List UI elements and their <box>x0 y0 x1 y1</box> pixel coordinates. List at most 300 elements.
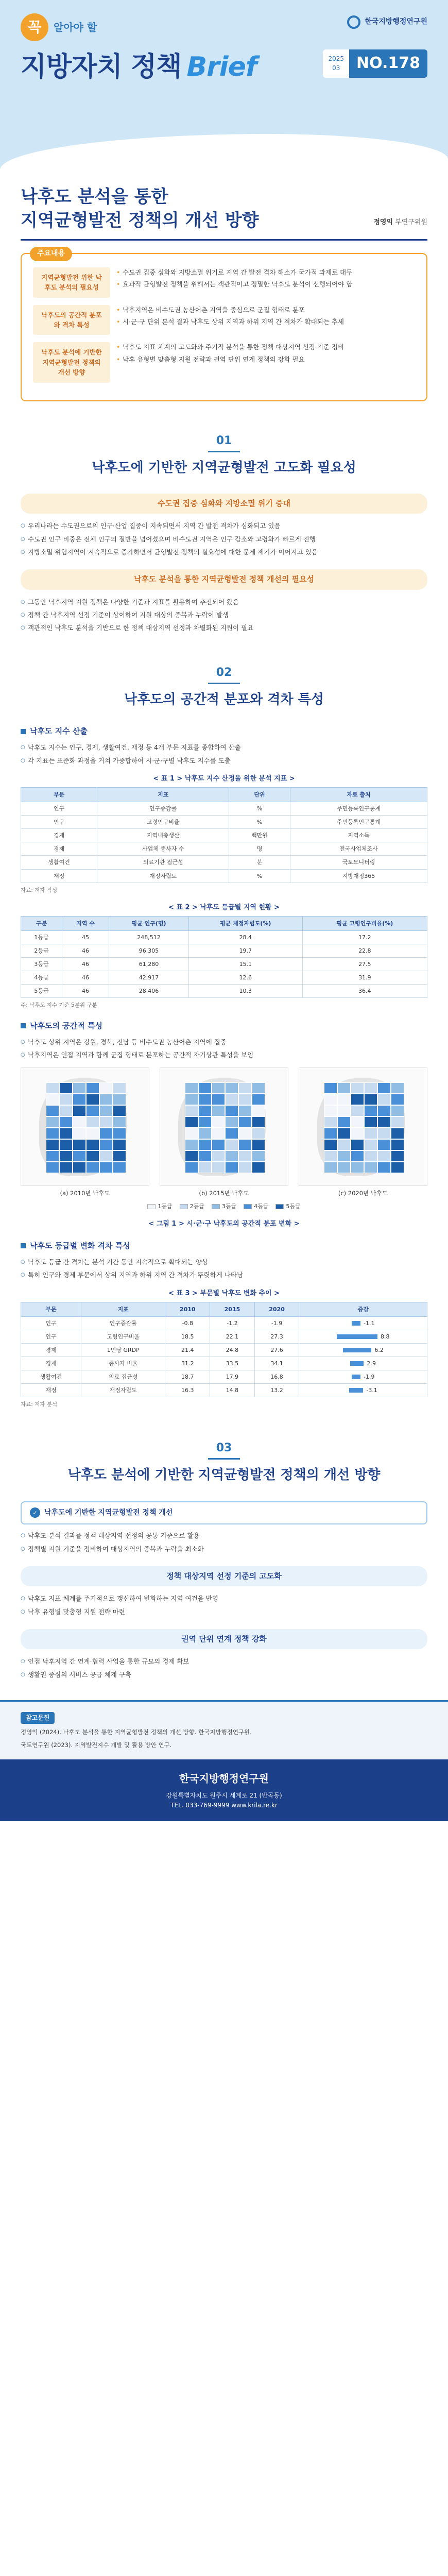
section-2-subhead-1: 낙후도 지수 산출 <box>21 725 427 737</box>
table-cell: 고령인구비율 <box>97 816 229 829</box>
list-item: ○ 각 지표는 표준화 과정을 거쳐 가중합하여 시·군·구별 낙후도 지수를 도출 <box>21 756 427 766</box>
table-cell: 생활여건 <box>21 856 97 869</box>
issue-badge: 2025 03 NO.178 <box>323 49 427 78</box>
table-cell: 27.3 <box>254 1330 299 1343</box>
section-2-header: 02 낙후도의 공간적 분포와 격차 특성 <box>21 664 427 710</box>
map-region <box>46 1162 59 1173</box>
summary-items <box>116 342 415 382</box>
map-region <box>198 1162 212 1173</box>
list-item: ○ 낙후도 지수는 인구, 경제, 생활여건, 재정 등 4개 부문 지표를 종합하여 산출 <box>21 742 427 752</box>
list-item: ○ 우리나라는 수도권으로의 인구·산업 집중이 지속되면서 지역 간 발전 격차가 심화되고 있음 <box>21 521 427 531</box>
table-header-cell: 평균 인구(명) <box>109 916 189 930</box>
check-icon: ✓ <box>30 1507 40 1518</box>
map-region <box>351 1116 364 1128</box>
map-region <box>59 1094 73 1105</box>
table-row <box>21 869 427 883</box>
table-cell: 4등급 <box>21 971 62 985</box>
table-cell: 인구 <box>21 1316 81 1330</box>
map-region <box>377 1105 391 1116</box>
table-cell: 종사자 비율 <box>81 1357 165 1370</box>
table-cell: 경제 <box>21 829 97 842</box>
section-2-subhead-2: 낙후도의 공간적 특성 <box>21 1020 427 1032</box>
table-cell: 17.2 <box>302 931 427 944</box>
table-cell: 주민등록인구통계 <box>290 816 427 829</box>
map-region <box>238 1116 252 1128</box>
legend-item <box>275 1202 300 1211</box>
table-row <box>21 1370 427 1383</box>
legend-item <box>212 1202 236 1211</box>
summary-key: 낙후도 분석에 기반한 지역균형발전 정책의 개선 방향 <box>33 342 110 382</box>
map-region <box>99 1162 113 1173</box>
map-region <box>377 1094 391 1105</box>
map-region <box>377 1128 391 1139</box>
series-logo-icon: 꼭 <box>21 13 48 41</box>
map-region <box>337 1094 351 1105</box>
section-3-list-3 <box>21 1656 427 1680</box>
map-region <box>391 1094 404 1105</box>
legend-swatch <box>244 1204 252 1209</box>
header-wave <box>0 134 448 170</box>
table-cell: 24.8 <box>210 1343 255 1357</box>
map-region <box>337 1139 351 1150</box>
map-region <box>337 1150 351 1162</box>
map-region <box>351 1150 364 1162</box>
map-region <box>364 1116 377 1128</box>
map-region <box>364 1139 377 1150</box>
table-cell: 경제 <box>21 1357 81 1370</box>
table-cell <box>299 1330 427 1343</box>
legend-item <box>147 1202 172 1211</box>
map-region <box>252 1150 265 1162</box>
map-region <box>99 1105 113 1116</box>
table-cell: 인구증감률 <box>81 1316 165 1330</box>
change-bar <box>349 1388 364 1393</box>
figure-1-caption: < 그림 1 > 시·군·구 낙후도의 공간적 분포 변화 > <box>148 1220 300 1228</box>
section-1-pill-1: 수도권 집중 심화와 지방소멸 위기 증대 <box>21 494 427 514</box>
map-region <box>185 1094 198 1105</box>
table-cell: 28.4 <box>188 931 302 944</box>
table-row <box>21 856 427 869</box>
map-region <box>185 1162 198 1173</box>
table-cell: 재정 <box>21 869 97 883</box>
change-value: 8.8 <box>381 1333 390 1340</box>
map-region <box>391 1105 404 1116</box>
map-region <box>391 1150 404 1162</box>
table-cell: 15.1 <box>188 958 302 971</box>
map-region <box>364 1150 377 1162</box>
table-cell: 18.5 <box>165 1330 210 1343</box>
table-cell: 인구증감률 <box>97 802 229 816</box>
map-region <box>238 1162 252 1173</box>
table-cell: 96,305 <box>109 944 189 958</box>
change-value: 6.2 <box>374 1346 384 1353</box>
map-region <box>391 1139 404 1150</box>
map-region <box>337 1105 351 1116</box>
table-row <box>21 1343 427 1357</box>
map-region <box>391 1082 404 1094</box>
table-cell: 지방재정365 <box>290 869 427 883</box>
header-kicker: 알아야 할 <box>54 21 97 33</box>
map-region <box>59 1150 73 1162</box>
list-item: ○ 정책별 지원 기준을 정비하여 대상지역의 중복과 누락을 최소화 <box>21 1544 427 1554</box>
map-region <box>377 1082 391 1094</box>
change-bar <box>352 1321 360 1326</box>
map-region <box>225 1150 238 1162</box>
table-row <box>21 1383 427 1397</box>
table-cell: 재정자립도 <box>97 869 229 883</box>
table-3-caption: < 표 3 > 부문별 낙후도 변화 추이 > <box>168 1289 280 1297</box>
section-2-list-2 <box>21 1037 427 1060</box>
author-line: 정영익 부연구위원 <box>373 218 427 226</box>
section-3-box-1: ✓ 낙후도에 기반한 지역균형발전 정책 개선 <box>21 1501 427 1525</box>
map-region <box>113 1139 126 1150</box>
map-region <box>212 1105 225 1116</box>
table-cell <box>299 1343 427 1357</box>
table-row <box>21 816 427 829</box>
table-cell: -1.9 <box>254 1316 299 1330</box>
table-header-cell: 부문 <box>21 1302 81 1316</box>
table-header-row <box>21 1302 427 1316</box>
header-kicker-group <box>21 13 97 41</box>
map-region <box>59 1128 73 1139</box>
list-item: ○ 지방소멸 위험지역이 지속적으로 증가하면서 균형발전 정책의 실효성에 대한 문제 제기가 이어지고 있음 <box>21 547 427 557</box>
map-region <box>252 1105 265 1116</box>
summary-item: • 낙후 유형별 맞춤형 지원 전략과 권역 단위 연계 정책의 강화 필요 <box>116 354 415 364</box>
section-2-list-3 <box>21 1257 427 1280</box>
section-1-pill-2: 낙후도 분석을 통한 지역균형발전 정책 개선의 필요성 <box>21 569 427 589</box>
table-cell: 46 <box>62 944 109 958</box>
map-region <box>377 1139 391 1150</box>
list-item: ○ 생활권 중심의 서비스 공급 체계 구축 <box>21 1670 427 1680</box>
table-header-cell: 지표 <box>81 1302 165 1316</box>
table-cell: 45 <box>62 931 109 944</box>
table-row <box>21 931 427 944</box>
section-3-pill-1: 정책 대상지역 선정 기준의 고도화 <box>21 1566 427 1586</box>
change-value: 2.9 <box>367 1360 376 1367</box>
map-region <box>46 1150 59 1162</box>
summary-key: 낙후도의 공간적 분포와 격차 특성 <box>33 305 110 335</box>
table-cell <box>299 1357 427 1370</box>
table-cell: 3등급 <box>21 958 62 971</box>
legend-label: 3등급 <box>221 1203 237 1210</box>
map-region <box>185 1116 198 1128</box>
map-region <box>99 1128 113 1139</box>
table-cell: 백만원 <box>229 829 290 842</box>
table-cell: 28,406 <box>109 985 189 998</box>
map-region <box>377 1162 391 1173</box>
list-item: ○ 객관적인 낙후도 분석을 기반으로 한 정책 대상지역 선정과 차별화된 지원이 필요 <box>21 623 427 633</box>
map-region <box>238 1128 252 1139</box>
institution-logo[interactable]: 한국지방행정연구원 <box>347 15 427 29</box>
table-1-caption: < 표 1 > 낙후도 지수 산정을 위한 분석 지표 > <box>153 775 295 783</box>
table-cell: 인구 <box>21 802 97 816</box>
map-region <box>252 1094 265 1105</box>
map-region <box>185 1082 198 1094</box>
table-header-cell: 2015 <box>210 1302 255 1316</box>
table-2-caption: < 표 2 > 낙후도 등급별 지역 현황 > <box>168 903 280 911</box>
table-cell: % <box>229 816 290 829</box>
map-region <box>351 1128 364 1139</box>
table-header-cell: 지표 <box>97 788 229 802</box>
map-region <box>324 1105 337 1116</box>
map-region <box>351 1139 364 1150</box>
list-item: ○ 수도권 인구 비중은 전체 인구의 절반을 넘어섰으며 비수도권 지역은 인구 감소와 고령화가 빠르게 진행 <box>21 534 427 544</box>
map-region <box>391 1116 404 1128</box>
map-region <box>238 1094 252 1105</box>
table-cell: 주민등록인구통계 <box>290 802 427 816</box>
map-region <box>73 1105 86 1116</box>
map-region <box>225 1082 238 1094</box>
map-region <box>86 1162 99 1173</box>
map-region <box>324 1162 337 1173</box>
map-region <box>73 1116 86 1128</box>
map-region <box>59 1105 73 1116</box>
map-region <box>364 1128 377 1139</box>
map-region <box>86 1094 99 1105</box>
section-1-header: 01 낙후도에 기반한 지역균형발전 고도화 필요성 <box>21 432 427 478</box>
map-region <box>324 1139 337 1150</box>
institution-mark-icon <box>347 15 360 29</box>
legend-item <box>180 1202 204 1211</box>
table-cell: 36.4 <box>302 985 427 998</box>
list-item: ○ 낙후도 분석 결과를 정책 대상지역 선정의 공통 기준으로 활용 <box>21 1531 427 1540</box>
map-panel: (c) 2020년 낙후도 <box>299 1067 427 1198</box>
table-header-row <box>21 916 427 930</box>
table-cell: 경제 <box>21 842 97 856</box>
map-region <box>86 1128 99 1139</box>
map-region <box>198 1128 212 1139</box>
map-region <box>59 1162 73 1173</box>
map-figure <box>21 1067 427 1198</box>
map-region <box>86 1082 99 1094</box>
map-region <box>337 1082 351 1094</box>
summary-item: • 수도권 집중 심화와 지방소멸 위기로 지역 간 발전 격차 해소가 국가적 과제로 대두 <box>116 267 415 277</box>
table-cell: 지역소득 <box>290 829 427 842</box>
map-region <box>185 1139 198 1150</box>
map-region <box>46 1094 59 1105</box>
list-item: ○ 낙후 유형별 맞춤형 지원 전략 마련 <box>21 1607 427 1617</box>
map-region <box>252 1139 265 1150</box>
map-region <box>225 1162 238 1173</box>
map-region <box>86 1105 99 1116</box>
table-cell: 248,512 <box>109 931 189 944</box>
list-item: ○ 낙후도 지표 체계를 주기적으로 갱신하여 변화하는 지역 여건을 반영 <box>21 1594 427 1603</box>
legend-swatch <box>180 1204 188 1209</box>
map-region <box>225 1116 238 1128</box>
publication-title: 지방자치 정책 Brief <box>21 52 257 82</box>
table-cell: 2등급 <box>21 944 62 958</box>
table-cell: 명 <box>229 842 290 856</box>
summary-item: • 효과적 균형발전 정책을 위해서는 객관적이고 정밀한 낙후도 분석이 선행되어야 함 <box>116 279 415 289</box>
map-region <box>46 1128 59 1139</box>
table-header-cell: 증감 <box>299 1302 427 1316</box>
table-header-cell: 평균 고령인구비율(%) <box>302 916 427 930</box>
table-cell: 22.1 <box>210 1330 255 1343</box>
table-header-cell: 지역 수 <box>62 916 109 930</box>
table-2 <box>21 916 427 998</box>
map-region <box>351 1082 364 1094</box>
change-bar <box>343 1348 372 1352</box>
map-region <box>324 1150 337 1162</box>
map-region <box>364 1162 377 1173</box>
table-header-cell: 단위 <box>229 788 290 802</box>
map-region <box>59 1139 73 1150</box>
map-region <box>198 1105 212 1116</box>
summary-key: 지역균형발전 위한 낙후도 분석의 필요성 <box>33 267 110 298</box>
map-region <box>59 1116 73 1128</box>
table-cell: 33.5 <box>210 1357 255 1370</box>
summary-items <box>116 305 415 335</box>
map-region <box>351 1105 364 1116</box>
list-item: ○ 낙후도 상위 지역은 강원, 경북, 전남 등 비수도권 농산어촌 지역에 집중 <box>21 1037 427 1047</box>
table-cell: 의료 접근성 <box>81 1370 165 1383</box>
change-bar <box>337 1334 377 1339</box>
title-divider <box>21 239 427 241</box>
references <box>0 1700 448 1759</box>
section-1-list-2 <box>21 597 427 633</box>
section-3-header: 03 낙후도 분석에 기반한 지역균형발전 정책의 개선 방향 <box>21 1439 427 1485</box>
table-header-cell: 부문 <box>21 788 97 802</box>
summary-row <box>33 342 415 382</box>
table-cell: 1등급 <box>21 931 62 944</box>
table-cell: 인구 <box>21 816 97 829</box>
map-region <box>73 1094 86 1105</box>
legend-swatch <box>147 1204 156 1209</box>
table-cell: 46 <box>62 958 109 971</box>
map-region <box>198 1139 212 1150</box>
table-cell: % <box>229 869 290 883</box>
map-region <box>225 1139 238 1150</box>
change-bar <box>352 1375 360 1379</box>
legend-swatch <box>275 1204 284 1209</box>
map-region <box>212 1162 225 1173</box>
table-header-cell: 자료 출처 <box>290 788 427 802</box>
map-region <box>212 1150 225 1162</box>
legend-label: 2등급 <box>189 1203 204 1210</box>
footer-contact[interactable]: TEL. 033-769-9999 www.krila.re.kr <box>170 1801 278 1809</box>
table-cell: 19.7 <box>188 944 302 958</box>
map-region <box>185 1128 198 1139</box>
map-region <box>99 1150 113 1162</box>
table-cell: 61,280 <box>109 958 189 971</box>
map-region <box>252 1128 265 1139</box>
map-region <box>351 1162 364 1173</box>
table-cell: 17.9 <box>210 1370 255 1383</box>
map-region <box>324 1094 337 1105</box>
footer-org[interactable]: 한국지방행정연구원 <box>179 1772 269 1785</box>
table-cell: 12.6 <box>188 971 302 985</box>
map-region <box>113 1082 126 1094</box>
table-cell: -0.8 <box>165 1316 210 1330</box>
summary-items <box>116 267 415 298</box>
legend-label: 5등급 <box>286 1203 301 1210</box>
summary-item: • 낙후도 지표 체계의 고도화와 주기적 분석을 통한 정책 대상지역 선정 기준 정비 <box>116 342 415 352</box>
map-region <box>391 1162 404 1173</box>
summary-item: • 낙후지역은 비수도권 농산어촌 지역을 중심으로 군집 형태로 분포 <box>116 305 415 315</box>
map-region <box>377 1150 391 1162</box>
table-cell: % <box>229 802 290 816</box>
table-3 <box>21 1302 427 1397</box>
list-item: ○ 낙후지역은 인접 지역과 함께 군집 형태로 분포하는 공간적 자기상관 특성을 보임 <box>21 1050 427 1060</box>
table-cell: 고령인구비율 <box>81 1330 165 1343</box>
legend-label: 4등급 <box>254 1203 269 1210</box>
table-cell: 18.7 <box>165 1370 210 1383</box>
map-region <box>99 1116 113 1128</box>
map-region <box>212 1128 225 1139</box>
table-cell: 전국사업체조사 <box>290 842 427 856</box>
list-item: ○ 정책 간 낙후지역 선정 기준이 상이하여 지원 대상의 중복과 누락이 발생 <box>21 610 427 620</box>
table-cell: 46 <box>62 971 109 985</box>
map-region <box>198 1116 212 1128</box>
table-cell: 1인당 GRDP <box>81 1343 165 1357</box>
table-cell: 분 <box>229 856 290 869</box>
map-region <box>364 1094 377 1105</box>
map-region <box>73 1082 86 1094</box>
table-1-note: 자료: 저자 작성 <box>21 887 58 893</box>
table-cell: 의료기관 접근성 <box>97 856 229 869</box>
summary-tag: 주요내용 <box>30 247 72 261</box>
map-region <box>337 1162 351 1173</box>
section-3-pill-2: 권역 단위 연계 정책 강화 <box>21 1629 427 1649</box>
change-value: -1.1 <box>364 1319 375 1327</box>
table-2-note: 주: 낙후도 지수 기준 5분위 구분 <box>21 1002 97 1009</box>
table-cell: 27.5 <box>302 958 427 971</box>
map-region <box>238 1105 252 1116</box>
map-region <box>99 1139 113 1150</box>
map-region <box>113 1150 126 1162</box>
map-region <box>73 1150 86 1162</box>
table-cell <box>299 1316 427 1330</box>
map-region <box>212 1116 225 1128</box>
reference-item: 국토연구원 (2023). 지역발전지수 개발 및 활용 방안 연구. <box>21 1741 172 1749</box>
table-cell: 27.6 <box>254 1343 299 1357</box>
map-region <box>86 1139 99 1150</box>
map-region <box>391 1128 404 1139</box>
map-region <box>73 1139 86 1150</box>
map-region <box>225 1128 238 1139</box>
table-row <box>21 944 427 958</box>
table-3-note: 자료: 저자 분석 <box>21 1401 58 1408</box>
table-row <box>21 802 427 816</box>
map-region <box>225 1094 238 1105</box>
map-region <box>364 1105 377 1116</box>
table-cell: 국토모니터링 <box>290 856 427 869</box>
table-cell: 22.8 <box>302 944 427 958</box>
map-region <box>198 1150 212 1162</box>
map-region <box>364 1082 377 1094</box>
table-header-cell: 2010 <box>165 1302 210 1316</box>
table-cell: 재정 <box>21 1383 81 1397</box>
table-header-row <box>21 788 427 802</box>
summary-row <box>33 305 415 335</box>
table-cell: 42,917 <box>109 971 189 985</box>
list-item: ○ 특히 인구와 경제 부문에서 상위 지역과 하위 지역 간 격차가 뚜렷하게 나타남 <box>21 1270 427 1280</box>
map-region <box>185 1105 198 1116</box>
table-cell: 10.3 <box>188 985 302 998</box>
section-3-list-1 <box>21 1531 427 1554</box>
map-region <box>324 1116 337 1128</box>
map-region <box>46 1116 59 1128</box>
table-cell: 16.8 <box>254 1370 299 1383</box>
table-cell: 46 <box>62 985 109 998</box>
references-tag: 참고문헌 <box>21 1712 55 1724</box>
map-region <box>238 1082 252 1094</box>
article-title: 낙후도 분석을 통한 지역균형발전 정책의 개선 방향 정영익 부연구위원 <box>21 187 427 231</box>
map-panel: (a) 2010년 낙후도 <box>21 1067 149 1198</box>
map-region <box>86 1150 99 1162</box>
map-region <box>99 1082 113 1094</box>
table-cell: 21.4 <box>165 1343 210 1357</box>
